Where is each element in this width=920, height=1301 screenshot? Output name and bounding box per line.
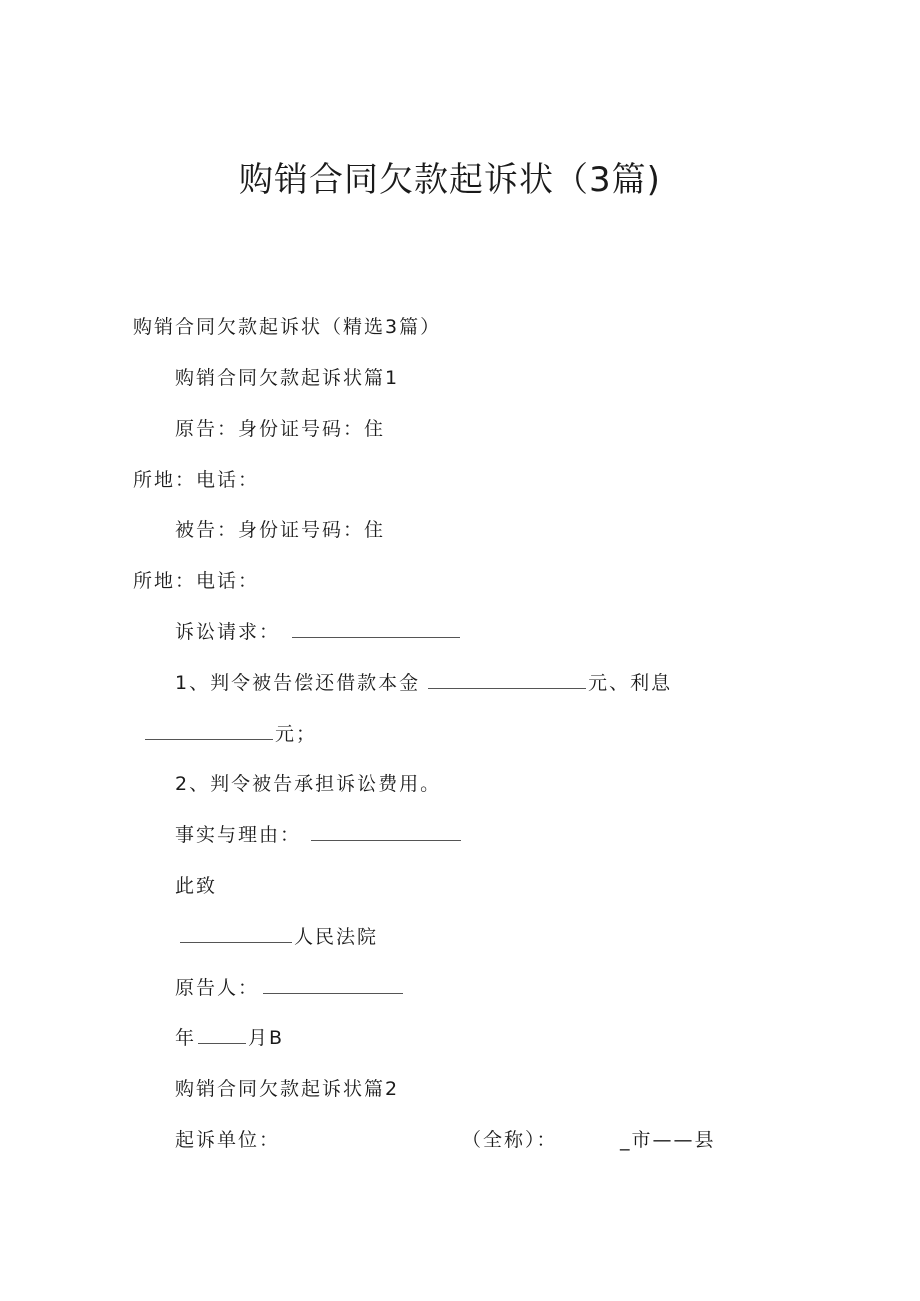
claims-label: 诉讼请求： [175, 621, 281, 643]
fullname-label: （全称）： [462, 1129, 558, 1151]
facts-label: 事实与理由： [175, 824, 302, 846]
signer-blank[interactable] [263, 976, 403, 994]
defendant-line: 被告：身份证号码：住 [175, 519, 386, 541]
claim1-line [175, 668, 672, 698]
claims-blank[interactable] [292, 620, 460, 638]
document-title: 购销合同欠款起诉状（3篇) [239, 160, 661, 200]
unit-label: 起诉单位： [175, 1129, 281, 1151]
claim1-mid: 元、利息 [588, 672, 673, 694]
signer-line [175, 973, 405, 1003]
date-year: 年 [175, 1027, 197, 1049]
claim2-line: 2、判令被告承担诉讼费用。 [175, 773, 442, 795]
defendant-address-line: 所地：电话： [133, 570, 260, 592]
claim1-continuation [143, 719, 317, 749]
claim1-prefix: 1、判令被告偿还借款本金 [175, 672, 421, 694]
facts-line [175, 820, 463, 850]
court-suffix: 人民法院 [294, 926, 379, 948]
facts-blank[interactable] [311, 823, 461, 841]
plaintiff-line: 原告：身份证号码：住 [175, 418, 386, 440]
section1-heading: 购销合同欠款起诉状篇1 [175, 367, 400, 389]
date-line [175, 1023, 284, 1053]
interest-amount-blank[interactable] [145, 722, 273, 740]
principal-amount-blank[interactable] [428, 671, 586, 689]
date-month: 月B [248, 1027, 285, 1049]
closing-line: 此致 [175, 875, 218, 897]
court-line [178, 922, 378, 952]
city-county: _市——县 [620, 1129, 716, 1151]
plaintiff-address-line: 所地：电话： [133, 469, 260, 491]
section2-heading: 购销合同欠款起诉状篇2 [175, 1078, 400, 1100]
court-name-blank[interactable] [180, 925, 292, 943]
claims-line [175, 617, 462, 647]
claim1-suffix: 元； [275, 723, 318, 745]
signer-label: 原告人： [175, 977, 260, 999]
document-subtitle: 购销合同欠款起诉状（精选3篇） [133, 316, 442, 338]
month-blank[interactable] [198, 1026, 246, 1044]
